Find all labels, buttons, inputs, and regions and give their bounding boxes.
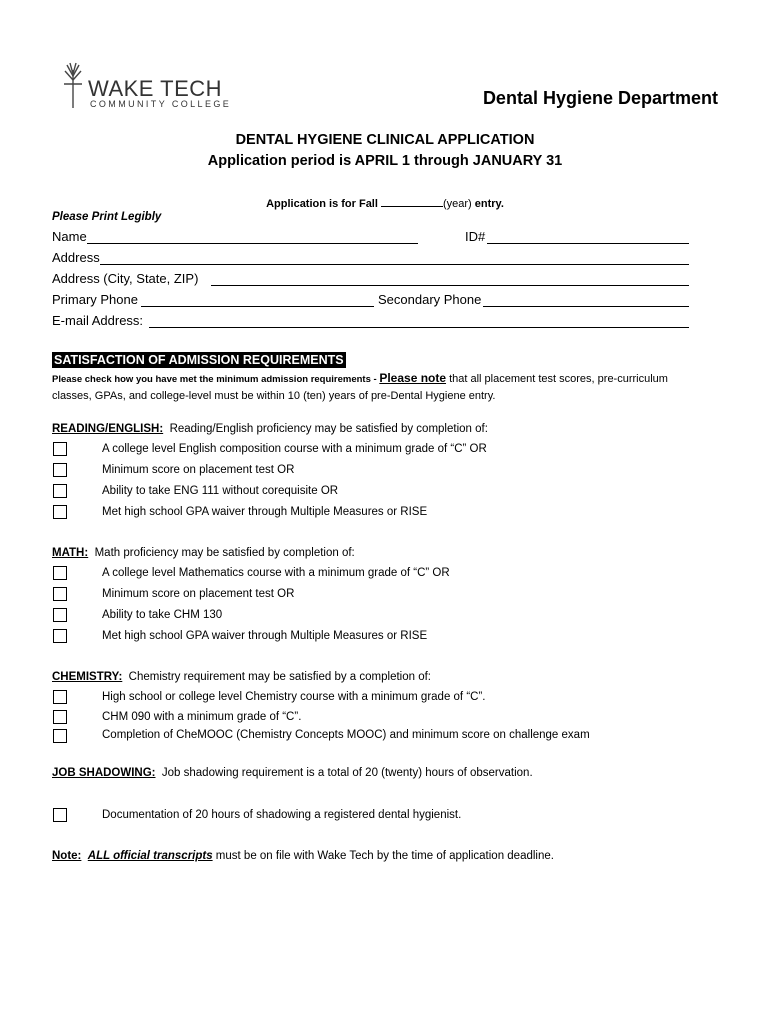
name-row xyxy=(52,229,87,244)
math-checkbox-3[interactable] xyxy=(53,608,67,622)
id-field[interactable] xyxy=(487,229,689,244)
math-option-1: A college level Mathematics course with a minimum grade of “C” OR xyxy=(102,567,450,579)
math-description: Math proficiency may be satisfied by completion of: xyxy=(94,547,355,559)
application-period: Application period is APRIL 1 through JANUARY 31 xyxy=(207,153,563,169)
math-checkbox-4[interactable] xyxy=(53,629,67,643)
id-label: ID# xyxy=(465,229,486,244)
reading-heading: READING/ENGLISH: xyxy=(52,423,164,435)
apply-middle: (year) xyxy=(442,198,475,210)
reading-option-1: A college level English composition course with a minimum grade of “C” OR xyxy=(102,443,487,455)
college-logo xyxy=(62,62,237,114)
chemistry-checkbox-3[interactable] xyxy=(53,729,67,743)
shadowing-heading-row xyxy=(52,767,533,779)
chemistry-description: Chemistry requirement may be satisfied by a completion of: xyxy=(128,671,431,683)
note-rest: must be on file with Wake Tech by the time of application deadline. xyxy=(212,850,554,862)
department-title: Dental Hygiene Department xyxy=(482,88,718,108)
form-title: DENTAL HYGIENE CLINICAL APPLICATION xyxy=(235,132,535,148)
name-label: Name xyxy=(52,229,87,244)
shadowing-description: Job shadowing requirement is a total of 20 (twenty) hours of observation. xyxy=(161,767,533,779)
logo-name: WAKE TECH xyxy=(88,76,223,101)
instructions-emphasis: Please note xyxy=(379,371,447,385)
chemistry-option-1: High school or college level Chemistry course with a minimum grade of “C”. xyxy=(102,691,486,703)
shadowing-checkbox-1[interactable] xyxy=(53,808,67,822)
chemistry-checkbox-2[interactable] xyxy=(53,710,67,724)
reading-heading-row xyxy=(52,423,488,435)
note-emphasis: ALL official transcripts xyxy=(87,850,213,862)
name-field[interactable] xyxy=(87,229,418,244)
instructions-lead: Please check how you have met the minimum admission requirements - xyxy=(52,374,380,385)
reading-description: Reading/English proficiency may be satisfied by completion of: xyxy=(169,423,488,435)
note-label: Note: xyxy=(52,850,82,862)
address-label: Address xyxy=(52,250,100,265)
application-year-line xyxy=(0,194,770,210)
print-legibly-note: Please Print Legibly xyxy=(52,211,162,223)
chemistry-option-3: Completion of CheMOOC (Chemistry Concepts MOOC) and minimum score on challenge exam xyxy=(102,729,590,741)
reading-option-2: Minimum score on placement test OR xyxy=(102,464,295,476)
shadowing-heading: JOB SHADOWING: xyxy=(52,767,156,779)
chemistry-option-2: CHM 090 with a minimum grade of “C”. xyxy=(102,711,302,723)
address-field[interactable] xyxy=(100,250,689,265)
reading-checkbox-3[interactable] xyxy=(53,484,67,498)
apply-prefix: Application is for Fall xyxy=(266,198,381,210)
primary-phone-field[interactable] xyxy=(141,292,374,307)
reading-option-3: Ability to take ENG 111 without corequisite OR xyxy=(102,485,339,497)
apply-suffix: entry. xyxy=(474,198,504,210)
primary-phone-label: Primary Phone xyxy=(52,292,138,307)
math-heading: MATH: xyxy=(52,547,89,559)
reading-checkbox-4[interactable] xyxy=(53,505,67,519)
reading-checkbox-2[interactable] xyxy=(53,463,67,477)
chemistry-heading: CHEMISTRY: xyxy=(52,671,123,683)
math-checkbox-2[interactable] xyxy=(53,587,67,601)
wheat-logo-icon xyxy=(62,62,84,110)
year-input[interactable] xyxy=(381,194,443,207)
math-option-4: Met high school GPA waiver through Multiple Measures or RISE xyxy=(102,630,428,642)
shadowing-option-1: Documentation of 20 hours of shadowing a registered dental hygienist. xyxy=(102,809,462,821)
math-heading-row xyxy=(52,547,355,559)
email-field[interactable] xyxy=(149,313,689,328)
transcript-note xyxy=(52,850,554,862)
reading-option-4: Met high school GPA waiver through Multiple Measures or RISE xyxy=(102,506,428,518)
address-city-label: Address (City, State, ZIP) xyxy=(52,271,199,286)
logo-subtitle: COMMUNITY COLLEGE xyxy=(90,99,232,109)
email-label: E-mail Address: xyxy=(52,313,144,328)
math-option-2: Minimum score on placement test OR xyxy=(102,588,295,600)
instructions-rest: that all placement test scores, pre-curriculum classes, GPAs, and college-level must be within 10 (ten) years of pre-Dental Hygiene entry. xyxy=(52,373,668,402)
math-option-3: Ability to take CHM 130 xyxy=(102,609,223,621)
math-checkbox-1[interactable] xyxy=(53,566,67,580)
instructions xyxy=(52,370,702,405)
chemistry-checkbox-1[interactable] xyxy=(53,690,67,704)
address-city-field[interactable] xyxy=(211,271,689,286)
section-title: SATISFACTION OF ADMISSION REQUIREMENTS xyxy=(54,353,344,367)
reading-checkbox-1[interactable] xyxy=(53,442,67,456)
secondary-phone-label: Secondary Phone xyxy=(378,292,482,307)
secondary-phone-field[interactable] xyxy=(483,292,689,307)
chemistry-heading-row xyxy=(52,671,431,683)
